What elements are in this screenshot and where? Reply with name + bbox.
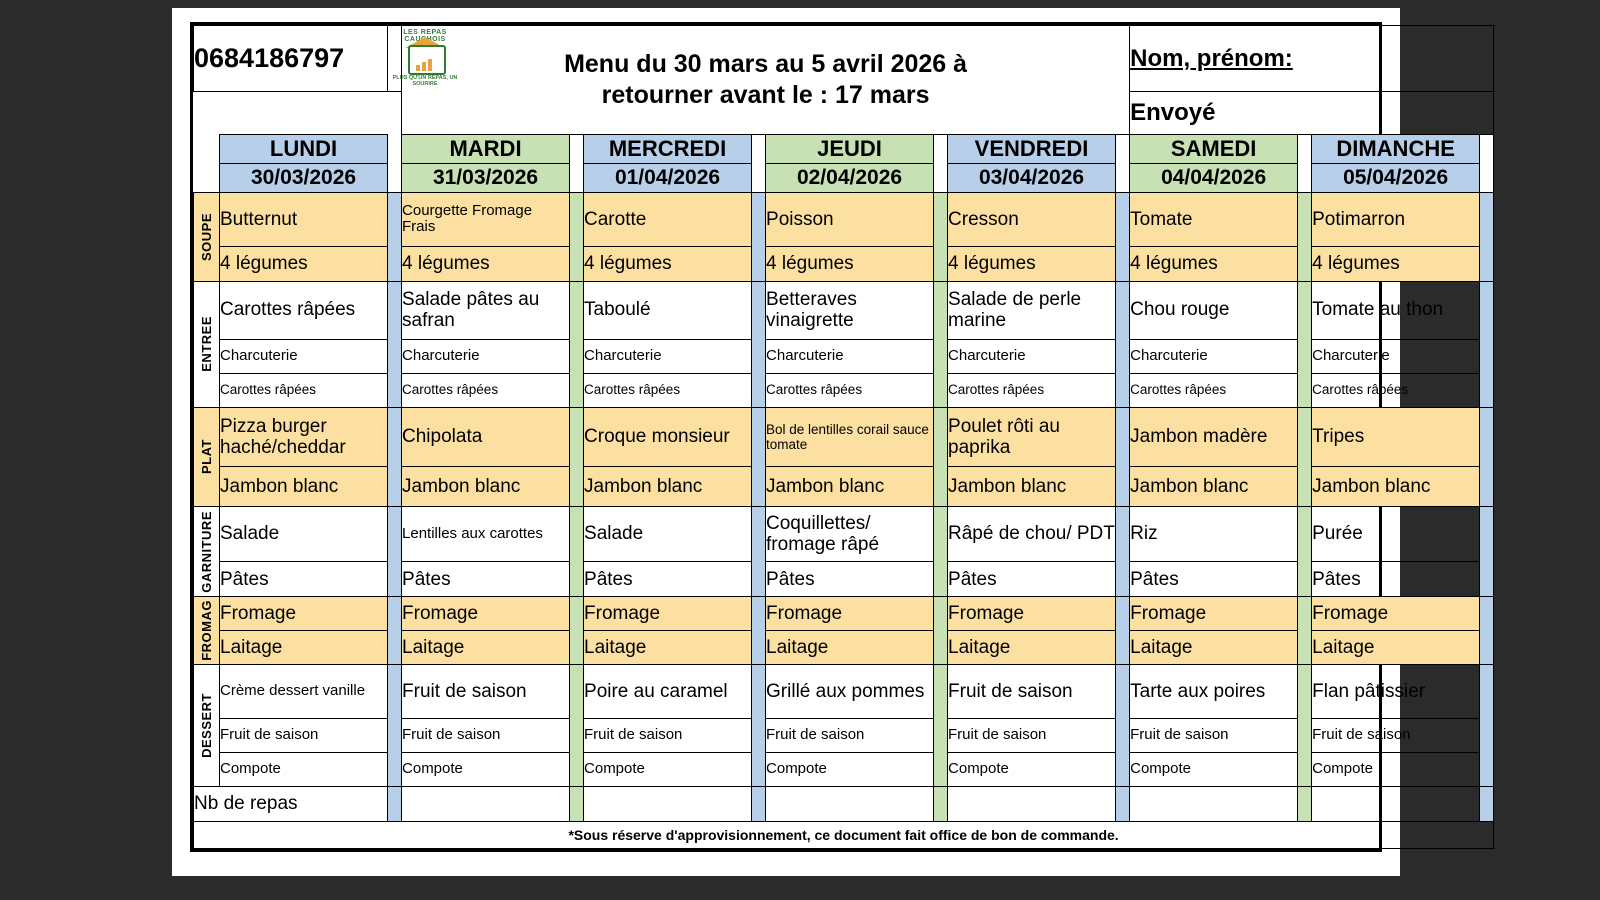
row-label-fromage-text: FROMAG xyxy=(199,600,214,662)
cell-dessert3-mardi[interactable]: Compote xyxy=(402,753,570,787)
day-header-mercredi: MERCREDI xyxy=(584,135,752,164)
sep-blue xyxy=(752,193,766,282)
cell-garniture-jeudi[interactable]: Coquillettes/ fromage râpé xyxy=(766,506,934,562)
day-date-lundi: 30/03/2026 xyxy=(220,164,388,193)
cell-entree2-lundi[interactable]: Charcuterie xyxy=(220,339,388,373)
corner-blank-2 xyxy=(194,164,220,193)
cell-garniture2-mercredi[interactable]: Pâtes xyxy=(584,562,752,597)
menu-table xyxy=(193,25,1494,849)
cell-fromage-vendredi[interactable]: Fromage xyxy=(948,597,1116,631)
sep-green xyxy=(934,281,948,407)
sep-blue xyxy=(388,597,402,665)
row-label-entree-text: ENTREE xyxy=(199,316,214,373)
sep-blue xyxy=(752,665,766,787)
sep xyxy=(570,164,584,193)
sep-blue xyxy=(752,407,766,506)
sep-blue xyxy=(388,665,402,787)
nb-repas-vendredi[interactable] xyxy=(948,787,1116,822)
cell-plat-mardi[interactable]: Chipolata xyxy=(402,407,570,467)
cell-dessert-jeudi[interactable]: Grillé aux pommes xyxy=(766,665,934,719)
cell-dessert2-lundi[interactable]: Fruit de saison xyxy=(220,719,388,753)
sep-green xyxy=(1298,787,1312,822)
cell-fromage-jeudi[interactable]: Fromage xyxy=(766,597,934,631)
cell-dessert2-mercredi[interactable]: Fruit de saison xyxy=(584,719,752,753)
day-header-lundi: LUNDI xyxy=(220,135,388,164)
cell-soupe2-lundi[interactable]: 4 légumes xyxy=(220,246,388,281)
cell-plat-lundi[interactable]: Pizza burger haché/cheddar xyxy=(220,407,388,467)
day-date-vendredi: 03/04/2026 xyxy=(948,164,1116,193)
cell-dessert-mercredi[interactable]: Poire au caramel xyxy=(584,665,752,719)
cell-garniture2-dimanche[interactable]: Pâtes xyxy=(1312,562,1480,597)
cell-soupe2-dimanche[interactable]: 4 légumes xyxy=(1312,246,1480,281)
cell-soupe2-mardi[interactable]: 4 légumes xyxy=(402,246,570,281)
sep-blue xyxy=(1116,665,1130,787)
row-label-dessert xyxy=(194,665,220,787)
nb-repas-mardi[interactable] xyxy=(402,787,570,822)
cell-soupe2-jeudi[interactable]: 4 légumes xyxy=(766,246,934,281)
day-date-dimanche: 05/04/2026 xyxy=(1312,164,1480,193)
sep-green xyxy=(570,665,584,787)
cell-laitage-lundi[interactable]: Laitage xyxy=(220,631,388,665)
row-label-entree xyxy=(194,281,220,407)
cell-garniture-mercredi[interactable]: Salade xyxy=(584,506,752,562)
sep-blue xyxy=(1480,665,1494,787)
cell-entree-dimanche[interactable]: Tomate au thon xyxy=(1312,281,1480,339)
menu-sheet xyxy=(190,22,1455,852)
sep-blue xyxy=(1116,506,1130,597)
cell-dessert-samedi[interactable]: Tarte aux poires xyxy=(1130,665,1298,719)
cell-entree3-dimanche[interactable]: Carottes râpées xyxy=(1312,373,1480,407)
cell-dessert3-samedi[interactable]: Compote xyxy=(1130,753,1298,787)
cell-soupe2-samedi[interactable]: 4 légumes xyxy=(1130,246,1298,281)
sep-blue xyxy=(1480,281,1494,407)
cell-garniture2-mardi[interactable]: Pâtes xyxy=(402,562,570,597)
sep-blue xyxy=(752,787,766,822)
cell-plat-samedi[interactable]: Jambon madère xyxy=(1130,407,1298,467)
sep xyxy=(1116,164,1130,193)
cell-plat2-samedi[interactable]: Jambon blanc xyxy=(1130,467,1298,506)
cell-dessert-dimanche[interactable]: Flan pâtissier xyxy=(1312,665,1480,719)
cell-plat-vendredi[interactable]: Poulet rôti au paprika xyxy=(948,407,1116,467)
cell-garniture-mardi[interactable]: Lentilles aux carottes xyxy=(402,506,570,562)
logo-sub-text: PLUS QU'UN REPAS, UN SOURIRE xyxy=(392,75,458,87)
cell-plat2-vendredi[interactable]: Jambon blanc xyxy=(948,467,1116,506)
cell-fromage-lundi[interactable]: Fromage xyxy=(220,597,388,631)
sep-green xyxy=(934,787,948,822)
cell-entree2-mercredi[interactable]: Charcuterie xyxy=(584,339,752,373)
cell-dessert3-dimanche[interactable]: Compote xyxy=(1312,753,1480,787)
cell-entree-vendredi[interactable]: Salade de perle marine xyxy=(948,281,1116,339)
logo-bars-icon xyxy=(413,53,437,67)
row-label-garniture xyxy=(194,506,220,597)
document-page xyxy=(172,8,1455,876)
cell-plat2-mercredi[interactable]: Jambon blanc xyxy=(584,467,752,506)
sep-blue xyxy=(388,281,402,407)
cell-dessert2-dimanche[interactable]: Fruit de saison xyxy=(1312,719,1480,753)
cell-dessert2-vendredi[interactable]: Fruit de saison xyxy=(948,719,1116,753)
sep xyxy=(752,135,766,164)
cell-garniture2-samedi[interactable]: Pâtes xyxy=(1130,562,1298,597)
sep-green xyxy=(934,193,948,282)
cell-laitage-jeudi[interactable]: Laitage xyxy=(766,631,934,665)
sep-green xyxy=(1298,665,1312,787)
sep-green xyxy=(570,597,584,665)
sep xyxy=(1480,135,1494,164)
cell-garniture-lundi[interactable]: Salade xyxy=(220,506,388,562)
cell-soupe-lundi[interactable]: Butternut xyxy=(220,193,388,247)
sep-blue xyxy=(1116,193,1130,282)
sep xyxy=(1116,135,1130,164)
cell-entree3-samedi[interactable]: Carottes râpées xyxy=(1130,373,1298,407)
sep-green xyxy=(1298,506,1312,597)
sep-green xyxy=(934,407,948,506)
cell-laitage-vendredi[interactable]: Laitage xyxy=(948,631,1116,665)
sep xyxy=(388,164,402,193)
sep-blue xyxy=(388,407,402,506)
sep-blue xyxy=(388,193,402,282)
cell-soupe2-mercredi[interactable]: 4 légumes xyxy=(584,246,752,281)
sep xyxy=(752,164,766,193)
menu-title xyxy=(402,26,1130,135)
cell-entree-lundi[interactable]: Carottes râpées xyxy=(220,281,388,339)
cell-plat2-lundi[interactable]: Jambon blanc xyxy=(220,467,388,506)
cell-garniture-dimanche[interactable]: Purée xyxy=(1312,506,1480,562)
company-logo xyxy=(388,26,458,92)
row-label-soupe-text: SOUPE xyxy=(199,212,214,261)
row-label-fromage xyxy=(194,597,220,665)
cell-dessert2-samedi[interactable]: Fruit de saison xyxy=(1130,719,1298,753)
nb-repas-samedi[interactable] xyxy=(1130,787,1298,822)
cell-fromage-samedi[interactable]: Fromage xyxy=(1130,597,1298,631)
cell-entree-mardi[interactable]: Salade pâtes au safran xyxy=(402,281,570,339)
cell-plat-jeudi[interactable]: Bol de lentilles corail sauce tomate xyxy=(766,407,934,467)
sep-blue xyxy=(1480,407,1494,506)
name-field[interactable] xyxy=(1130,26,1494,92)
cell-soupe-dimanche[interactable]: Potimarron xyxy=(1312,193,1480,247)
sep-blue xyxy=(752,597,766,665)
day-date-jeudi: 02/04/2026 xyxy=(766,164,934,193)
row-label-garniture-text: GARNITURE xyxy=(199,510,214,593)
sep xyxy=(1480,164,1494,193)
sep-blue xyxy=(388,506,402,597)
day-date-mardi: 31/03/2026 xyxy=(402,164,570,193)
sep-blue xyxy=(752,281,766,407)
cell-soupe-vendredi[interactable]: Cresson xyxy=(948,193,1116,247)
day-header-samedi: SAMEDI xyxy=(1130,135,1298,164)
menu-title-line1: Menu du 30 mars au 5 avril 2026 à xyxy=(564,49,968,78)
cell-soupe-mercredi[interactable]: Carotte xyxy=(584,193,752,247)
sep-green xyxy=(570,506,584,597)
cell-plat-dimanche[interactable]: Tripes xyxy=(1312,407,1480,467)
sep-green xyxy=(1298,597,1312,665)
cell-dessert3-mercredi[interactable]: Compote xyxy=(584,753,752,787)
corner-blank xyxy=(194,135,220,164)
cell-entree2-dimanche[interactable]: Charcuterie xyxy=(1312,339,1480,373)
cell-garniture-vendredi[interactable]: Râpé de chou/ PDT xyxy=(948,506,1116,562)
cell-laitage-mercredi[interactable]: Laitage xyxy=(584,631,752,665)
day-header-dimanche: DIMANCHE xyxy=(1312,135,1480,164)
cell-entree-mercredi[interactable]: Taboulé xyxy=(584,281,752,339)
sep-green xyxy=(1298,193,1312,282)
header-spacer xyxy=(194,92,402,135)
cell-entree-samedi[interactable]: Chou rouge xyxy=(1130,281,1298,339)
cell-entree3-jeudi[interactable]: Carottes râpées xyxy=(766,373,934,407)
cell-entree2-mardi[interactable]: Charcuterie xyxy=(402,339,570,373)
cell-entree3-mardi[interactable]: Carottes râpées xyxy=(402,373,570,407)
row-label-plat xyxy=(194,407,220,506)
cell-dessert3-vendredi[interactable]: Compote xyxy=(948,753,1116,787)
row-label-dessert-text: DESSERT xyxy=(199,693,214,759)
name-field-label: Nom, prénom: xyxy=(1130,44,1293,72)
cell-fromage-mardi[interactable]: Fromage xyxy=(402,597,570,631)
cell-dessert2-jeudi[interactable]: Fruit de saison xyxy=(766,719,934,753)
sep xyxy=(934,135,948,164)
cell-soupe-mardi[interactable]: Courgette Fromage Frais xyxy=(402,193,570,247)
sep-green xyxy=(570,787,584,822)
cell-fromage-dimanche[interactable]: Fromage xyxy=(1312,597,1480,631)
nb-repas-label: Nb de repas xyxy=(194,787,388,822)
sep-blue xyxy=(388,787,402,822)
cell-soupe-samedi[interactable]: Tomate xyxy=(1130,193,1298,247)
sep xyxy=(1298,164,1312,193)
cell-garniture2-vendredi[interactable]: Pâtes xyxy=(948,562,1116,597)
sep-green xyxy=(934,665,948,787)
cell-entree3-mercredi[interactable]: Carottes râpées xyxy=(584,373,752,407)
row-label-plat-text: PLAT xyxy=(199,439,214,475)
day-date-mercredi: 01/04/2026 xyxy=(584,164,752,193)
nb-repas-mercredi[interactable] xyxy=(584,787,752,822)
cell-dessert-lundi[interactable]: Crème dessert vanille xyxy=(220,665,388,719)
sent-field-label: Envoyé xyxy=(1130,99,1216,127)
logo-arc-text: LES REPAS CAUCHOIS xyxy=(403,29,447,43)
sep xyxy=(1298,135,1312,164)
sep-blue xyxy=(752,506,766,597)
cell-plat-mercredi[interactable]: Croque monsieur xyxy=(584,407,752,467)
sep-green xyxy=(1298,407,1312,506)
sep-blue xyxy=(1116,281,1130,407)
cell-garniture-samedi[interactable]: Riz xyxy=(1130,506,1298,562)
cell-dessert2-mardi[interactable]: Fruit de saison xyxy=(402,719,570,753)
cell-entree3-lundi[interactable]: Carottes râpées xyxy=(220,373,388,407)
cell-entree2-samedi[interactable]: Charcuterie xyxy=(1130,339,1298,373)
nb-repas-jeudi[interactable] xyxy=(766,787,934,822)
sep-blue xyxy=(1116,597,1130,665)
nb-repas-dimanche[interactable] xyxy=(1312,787,1480,822)
cell-entree2-jeudi[interactable]: Charcuterie xyxy=(766,339,934,373)
row-label-soupe xyxy=(194,193,220,282)
sep-green xyxy=(1298,281,1312,407)
cell-entree2-vendredi[interactable]: Charcuterie xyxy=(948,339,1116,373)
cell-soupe-jeudi[interactable]: Poisson xyxy=(766,193,934,247)
sent-field[interactable] xyxy=(1130,92,1494,135)
sep xyxy=(388,135,402,164)
sep-blue xyxy=(1116,787,1130,822)
sep xyxy=(570,135,584,164)
sep-green xyxy=(570,407,584,506)
cell-fromage-mercredi[interactable]: Fromage xyxy=(584,597,752,631)
cell-laitage-samedi[interactable]: Laitage xyxy=(1130,631,1298,665)
day-date-samedi: 04/04/2026 xyxy=(1130,164,1298,193)
sep-green xyxy=(934,506,948,597)
sep-blue xyxy=(1480,193,1494,282)
cell-garniture2-jeudi[interactable]: Pâtes xyxy=(766,562,934,597)
cell-dessert-mardi[interactable]: Fruit de saison xyxy=(402,665,570,719)
cell-laitage-mardi[interactable]: Laitage xyxy=(402,631,570,665)
cell-plat2-mardi[interactable]: Jambon blanc xyxy=(402,467,570,506)
day-header-vendredi: VENDREDI xyxy=(948,135,1116,164)
phone-number: 0684186797 xyxy=(194,26,388,92)
sep-green xyxy=(934,597,948,665)
sep-blue xyxy=(1480,597,1494,665)
cell-laitage-dimanche[interactable]: Laitage xyxy=(1312,631,1480,665)
cell-soupe2-vendredi[interactable]: 4 légumes xyxy=(948,246,1116,281)
sep-blue xyxy=(1480,787,1494,822)
cell-dessert3-lundi[interactable]: Compote xyxy=(220,753,388,787)
sep-blue xyxy=(1116,407,1130,506)
cell-dessert-vendredi[interactable]: Fruit de saison xyxy=(948,665,1116,719)
day-header-jeudi: JEUDI xyxy=(766,135,934,164)
cell-plat2-jeudi[interactable]: Jambon blanc xyxy=(766,467,934,506)
menu-title-line2: retourner avant le : 17 mars xyxy=(601,81,930,110)
cell-dessert3-jeudi[interactable]: Compote xyxy=(766,753,934,787)
cell-entree3-vendredi[interactable]: Carottes râpées xyxy=(948,373,1116,407)
cell-plat2-dimanche[interactable]: Jambon blanc xyxy=(1312,467,1480,506)
sep-green xyxy=(570,281,584,407)
cell-entree-jeudi[interactable]: Betteraves vinaigrette xyxy=(766,281,934,339)
sep-blue xyxy=(1480,506,1494,597)
footer-note: *Sous réserve d'approvisionnement, ce document fait office de bon de commande. xyxy=(194,822,1494,849)
sep-green xyxy=(570,193,584,282)
cell-garniture2-lundi[interactable]: Pâtes xyxy=(220,562,388,597)
sep xyxy=(934,164,948,193)
day-header-mardi: MARDI xyxy=(402,135,570,164)
